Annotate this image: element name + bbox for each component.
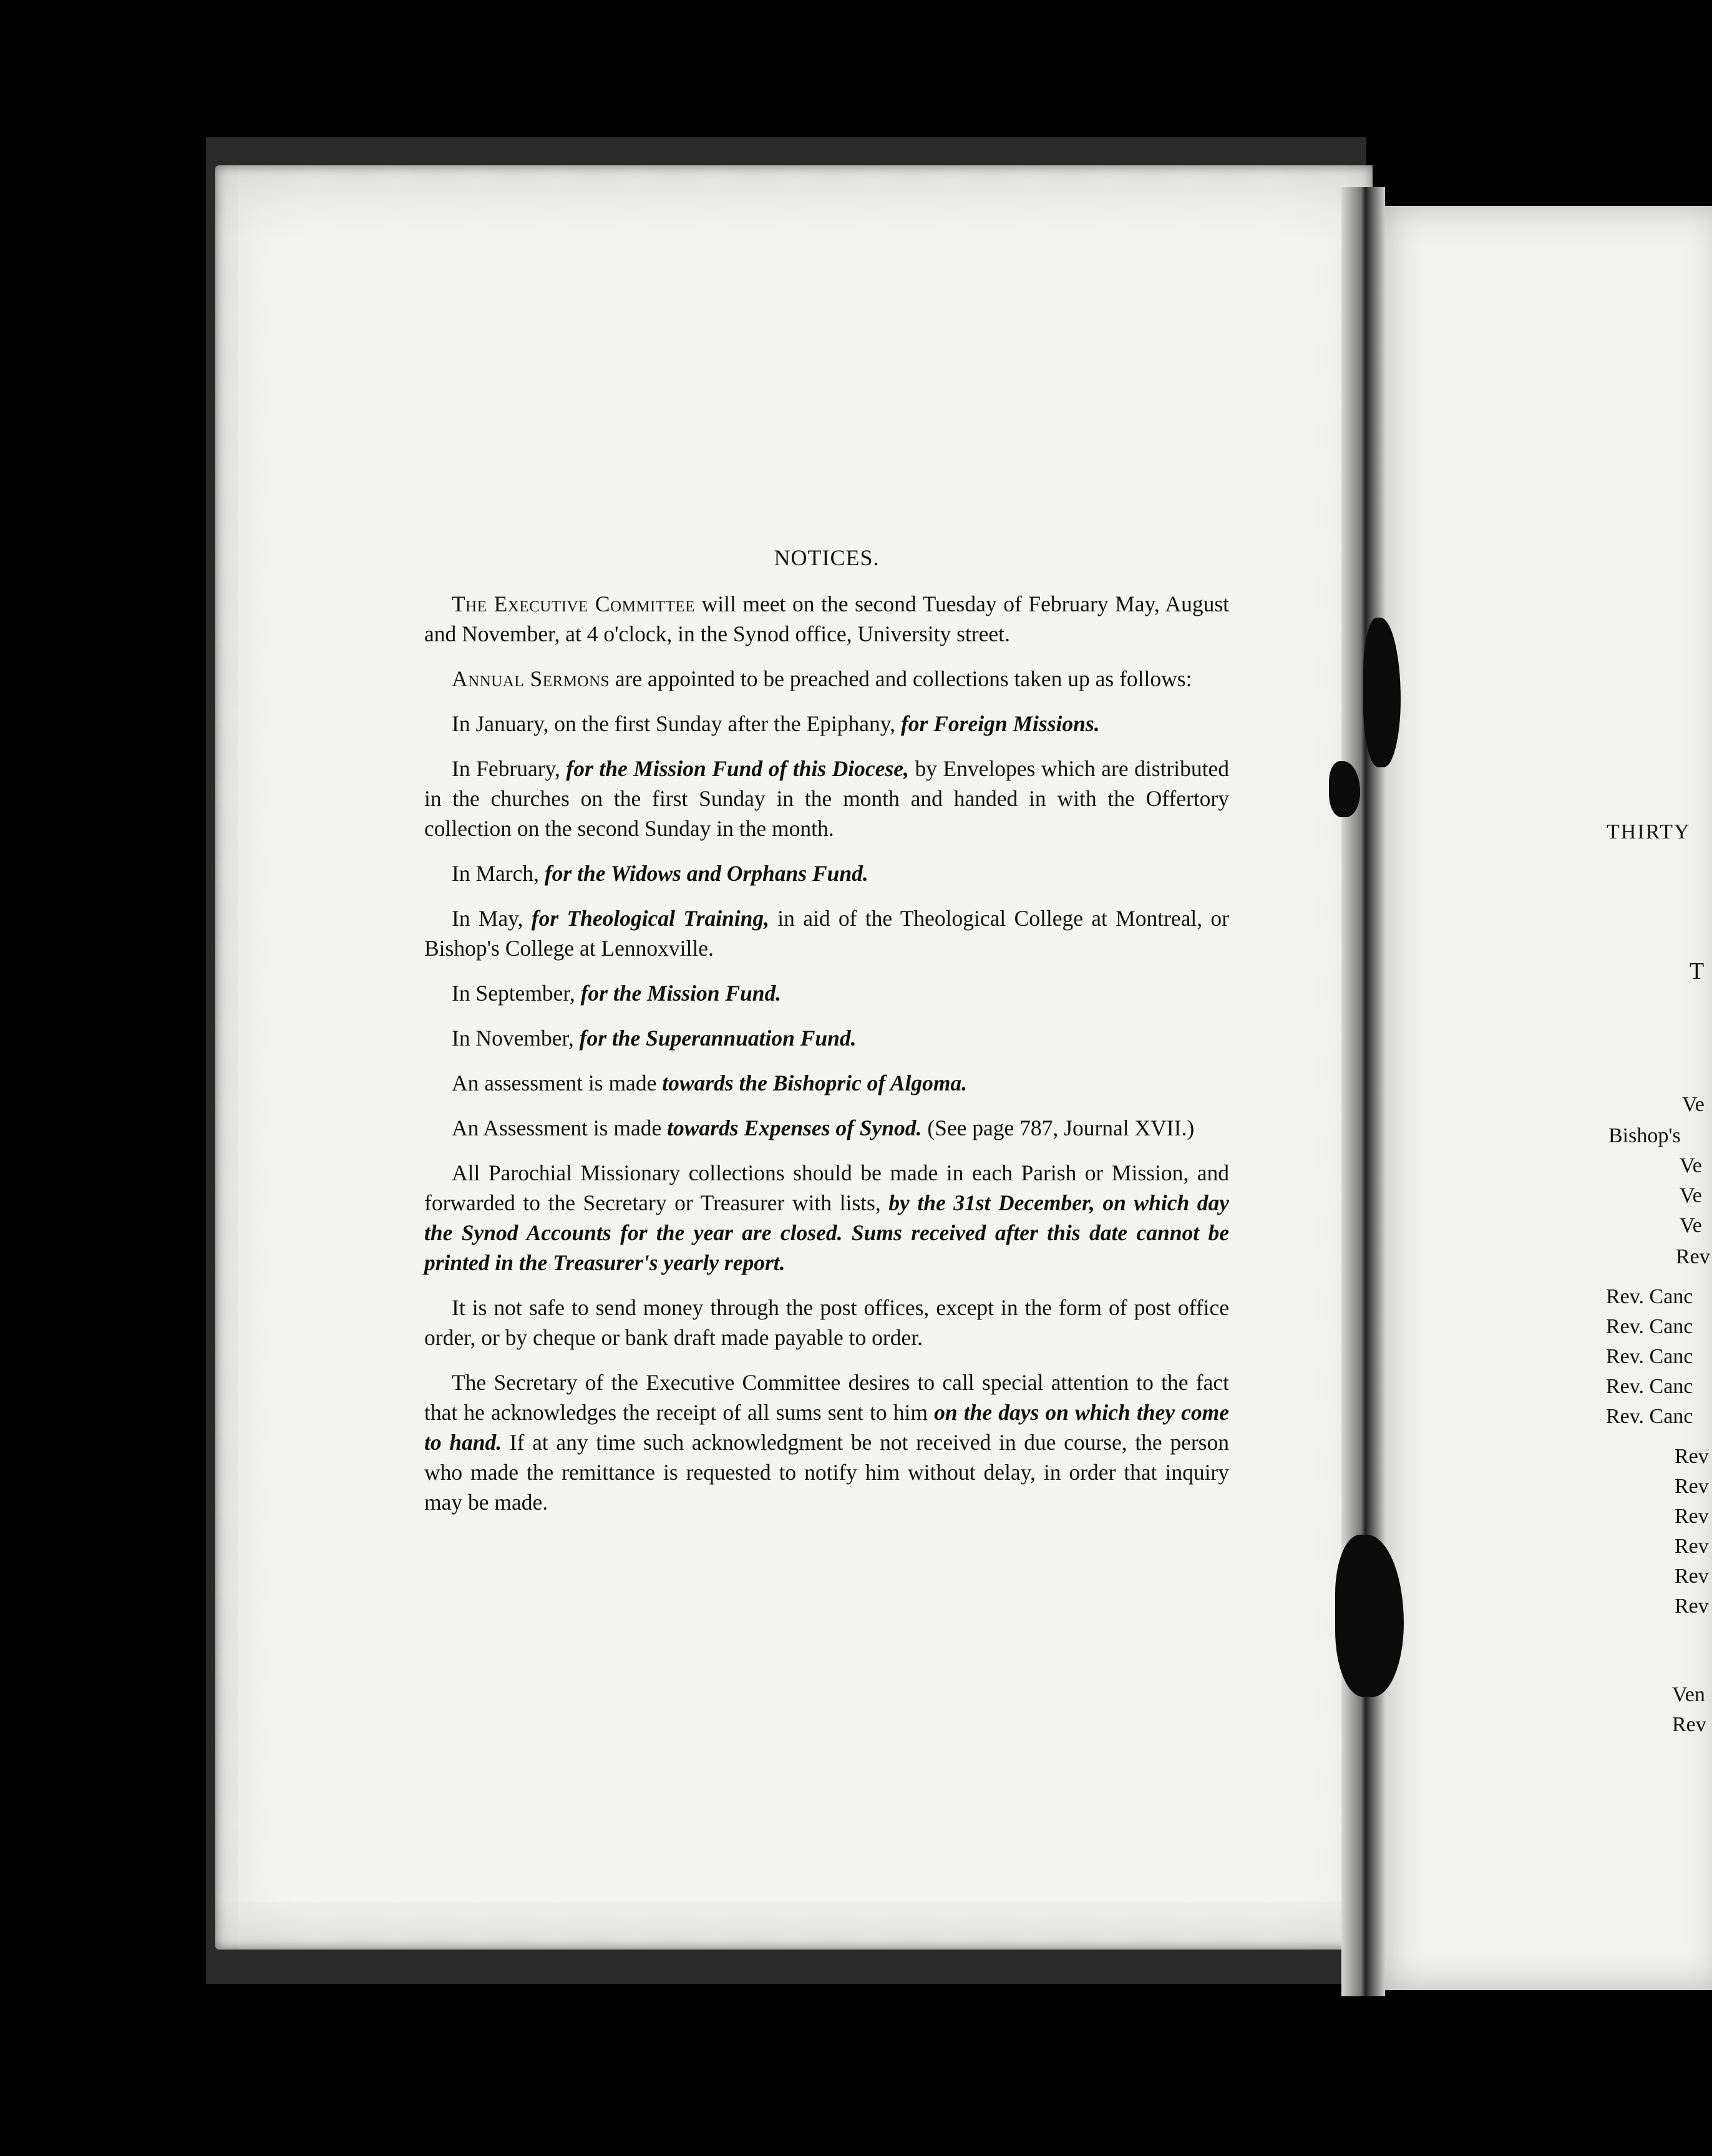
notice-paragraph (424, 589, 1229, 649)
notice-emphasis: towards the Bishopric of Algoma. (662, 1071, 968, 1095)
notice-lead: In September, (452, 981, 581, 1006)
notice-emphasis: for the Mission Fund of this Diocese, (566, 756, 909, 781)
book-gutter (1341, 187, 1385, 1996)
notice-text: If at any time such acknowledgment be not received in due course, the person who made the remittance is requested to notify him without delay, in order that inquiry may be made. (424, 1430, 1229, 1515)
notice-paragraph (424, 1293, 1229, 1352)
notice-lead: In March, (452, 861, 545, 886)
right-page-subheading: T (1690, 958, 1705, 984)
notice-lead: In May, (452, 906, 532, 931)
notice-text: are appointed to be preached and collections taken up as follows: (609, 666, 1192, 691)
right-fragment: Ve (1680, 1154, 1702, 1177)
right-fragment: Rev. Canc (1606, 1315, 1693, 1338)
notice-text: (See page 787, Journal XVII.) (922, 1115, 1195, 1140)
notices-section (424, 543, 1229, 1532)
notice-lead: In February, (452, 756, 567, 781)
notice-emphasis: by the 31st December, on which day the Synod Accounts for the year are closed. Sums received after this date cannot be printed in the Treasurer's yearly report. (424, 1190, 1230, 1275)
notice-lead: The Secretary of the Executive Committee desires to call special attention to the fact that he acknowledges the receipt of all sums sent to him (424, 1370, 1229, 1425)
notice-paragraph (424, 709, 1229, 739)
notice-paragraph (424, 903, 1229, 963)
notice-emphasis: towards Expenses of Synod. (667, 1115, 922, 1140)
notice-paragraph (424, 1068, 1229, 1098)
right-fragment: Bishop's (1608, 1124, 1681, 1147)
notice-lead: The Executive Committee (452, 591, 695, 616)
notice-lead: It is not safe to send money through the post offices, except in the form of post office order, or by cheque or bank draft made payable to order. (424, 1295, 1229, 1350)
notice-paragraph (424, 1158, 1229, 1278)
right-fragment: Ven (1672, 1683, 1705, 1706)
notice-lead: Annual Sermons (452, 666, 610, 691)
notice-lead: An assessment is made (452, 1071, 663, 1095)
right-fragment: Ve (1682, 1093, 1705, 1116)
notice-emphasis: for Theological Training, (531, 906, 770, 931)
notice-emphasis: for the Mission Fund. (580, 981, 782, 1006)
right-fragment: Rev (1675, 1535, 1709, 1558)
notice-paragraph (424, 858, 1229, 888)
right-fragment: Rev (1676, 1245, 1710, 1268)
notice-emphasis: on the days on which they come to hand. (424, 1400, 1230, 1455)
notice-lead: In November, (452, 1026, 580, 1051)
right-fragment: Rev (1675, 1565, 1709, 1588)
right-page (1373, 206, 1712, 1990)
page-title: NOTICES. (774, 545, 880, 570)
notice-paragraph (424, 1113, 1229, 1143)
notice-paragraph (424, 978, 1229, 1008)
notice-emphasis: for the Widows and Orphans Fund. (544, 861, 868, 886)
right-fragment: Rev (1675, 1505, 1709, 1528)
right-fragment: Rev (1675, 1445, 1709, 1468)
right-fragment: Rev. Canc (1606, 1285, 1693, 1308)
right-fragment: Rev. Canc (1606, 1375, 1693, 1398)
notice-lead: In January, on the first Sunday after the Epiphany, (452, 711, 901, 736)
notice-text: will meet on the second Tuesday of February May, August and November, at 4 o'clock, in the Synod office, University street. (424, 591, 1229, 646)
right-fragment: Rev. Canc (1606, 1405, 1693, 1428)
right-fragment: Ve (1680, 1184, 1702, 1207)
right-fragment: Rev (1675, 1595, 1709, 1618)
notice-emphasis: for the Superannuation Fund. (579, 1026, 857, 1051)
right-fragment: Ve (1680, 1214, 1702, 1237)
right-page-heading: THIRTY (1607, 820, 1691, 843)
right-fragment: Rev (1675, 1475, 1709, 1498)
notice-paragraph (424, 664, 1229, 694)
notice-paragraph (424, 1367, 1229, 1517)
notice-emphasis: for Foreign Missions. (900, 711, 1100, 736)
notice-lead: An Assessment is made (452, 1115, 668, 1140)
notice-paragraph (424, 1023, 1229, 1053)
notice-text: in aid of the Theological College at Montreal, or Bishop's College at Lennoxville. (424, 906, 1229, 961)
notice-text: by Envelopes which are distributed in the churches on the first Sunday in the month and handed in with the Offertory collection on the second Sunday in the month. (424, 756, 1229, 841)
notice-paragraph (424, 754, 1229, 843)
right-fragment: Rev (1672, 1713, 1706, 1736)
right-fragment: Rev. Canc (1606, 1345, 1693, 1368)
notice-lead: All Parochial Missionary collections should be made in each Parish or Mission, and forwarded to the Secretary or Treasurer with lists, (424, 1160, 1229, 1215)
